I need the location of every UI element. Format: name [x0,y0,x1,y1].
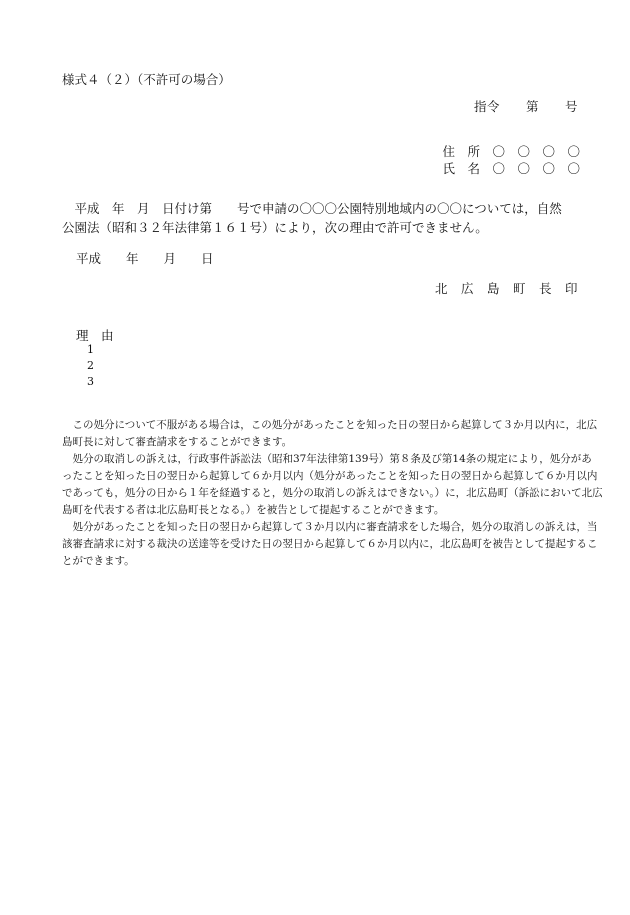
issuer-signature: 北 広 島 町 長 印 [434,281,578,296]
main-paragraph-line: 平成 年 月 日付け第 号で申請の〇〇〇公園特別地域内の〇〇については，自然 [62,201,562,216]
notice-line: 島町を代表する者は北広島町長となる。）を被告として提起することができます。 [62,504,445,516]
main-paragraph-line: 公園法（昭和３２年法律第１６１号）により，次の理由で許可できません。 [62,220,488,235]
directive-number-line: 指令 第 号 [473,99,578,114]
notice-line: ったことを知った日の翌日から起算して６か月以内（処分があったことを知った日の翌日から起算して６か月以内 [62,470,598,482]
reason-item: 3 [87,375,94,388]
notice-line: この処分について不服がある場合は，この処分があったことを知った日の翌日から起算して３か月以内に，北広 [62,419,598,431]
reason-item: 1 [87,343,94,356]
appeal-notice [62,417,603,570]
notice-line: 島町長に対して審査請求をすることができます。 [62,436,293,448]
notice-line: であっても，処分の日から１年を経過すると，処分の取消しの訴えはできない。）に，北広島町（訴訟において北広 [62,487,603,499]
notice-line: 処分の取消しの訴えは，行政事件訴訟法（昭和37年法律第139号）第８条及び第14条の規定により，処分があ [62,453,592,465]
address-block [442,143,580,177]
main-paragraph [62,199,580,237]
date-line: 平成 年 月 日 [76,251,214,266]
reason-list [87,342,94,390]
reason-heading: 理 由 [76,328,114,343]
name-line: 氏 名 〇 〇 〇 〇 [442,161,580,176]
notice-line: 該審査請求に対する裁決の送達等を受けた日の翌日から起算して６か月以内に，北広島町を被告として提起するこ [62,538,598,550]
notice-line: とができます。 [62,555,135,567]
address-line: 住 所 〇 〇 〇 〇 [442,144,580,159]
form-title: 様式４（２）（不許可の場合） [62,72,231,87]
notice-line: 処分があったことを知った日の翌日から起算して３か月以内に審査請求をした場合，処分の取消しの訴えは，当 [62,521,598,533]
reason-item: 2 [87,359,94,372]
